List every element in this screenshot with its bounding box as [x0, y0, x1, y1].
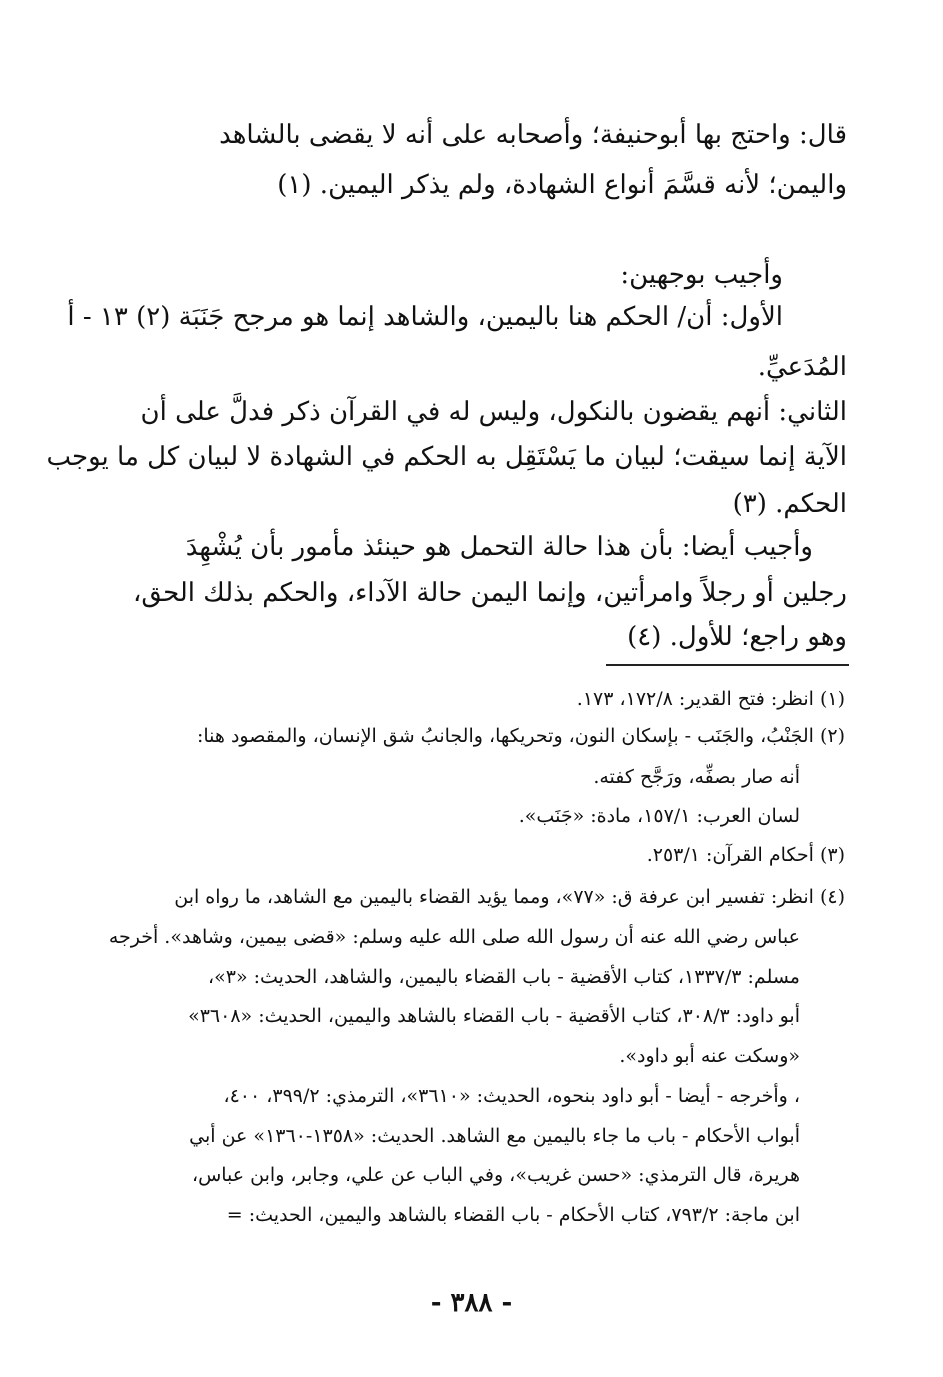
- footnote-4-line-4: أبو داود: ٣٠٨/٣، كتاب الأقضية - باب القضاء بالشاهد واليمين، الحديث: «٣٦٠٨»: [188, 1005, 800, 1027]
- body-line-5: المُدَعيِّ.: [757, 352, 847, 382]
- footnote-number: (٢): [819, 725, 845, 747]
- footnote-2-line-2: أنه صار بصفِّه، ورَجَّح كفته.: [593, 766, 800, 788]
- body-line-4: الأول: أن/ الحكم هنا باليمين، والشاهد إنما هو مرجح جَنَبَة (٢) ١٣ - أ: [67, 302, 783, 332]
- body-line-9: وأجيب أيضا: بأن هذا حالة التحمل هو حينئذ مأمور بأن يُشْهِدَ: [185, 532, 813, 562]
- body-line-2: واليمن؛ لأنه قسَّمَ أنواع الشهادة، ولم يذكر اليمين. (١): [277, 170, 847, 200]
- footnote-4-line-2: عباس رضي الله عنه أن رسول الله صلى الله عليه وسلم: «قضى بيمين، وشاهد». أخرجه: [108, 926, 800, 948]
- footnote-text: انظر: فتح القدير: ١٧٢/٨، ١٧٣.: [576, 688, 814, 710]
- footnote-4-line-7: أبواب الأحكام - باب ما جاء باليمين مع الشاهد. الحديث: «١٣٥٨-١٣٦٠» عن أبي: [189, 1125, 800, 1147]
- footnote-4-line-5: «وسكت عنه أبو داود».: [619, 1045, 800, 1067]
- footnote-text: أحكام القرآن: ٢٥٣/١.: [646, 844, 814, 866]
- footnote-number: (١): [819, 688, 845, 710]
- footnote-3: [647, 842, 845, 868]
- footnote-4-line-8: هريرة، قال الترمذي: «حسن غريب»، وفي الباب عن علي، وجابر، وابن عباس،: [191, 1164, 800, 1186]
- body-line-10: رجلين أو رجلاً وامرأتين، وإنما اليمن حالة الآداء، والحكم بذلك الحق،: [133, 578, 847, 608]
- body-line-3: وأجيب بوجهين:: [620, 260, 783, 290]
- footnote-2-line-3: لسان العرب: ١٥٧/١، مادة: «جَنَب».: [518, 805, 800, 827]
- body-line-6: الثاني: أنهم يقضون بالنكول، وليس له في القرآن ذكر فدلَّ على أن: [140, 397, 847, 427]
- footnote-text: الجَنْبُ، والجَنَب - بإسكان النون، وتحريكها، والجانبُ شق الإنسان، والمقصود هنا:: [196, 725, 814, 747]
- page-number: - ٣٨٨ -: [430, 1288, 513, 1318]
- footnote-4-line-6: ، وأخرجه - أيضا - أبو داود بنحوه، الحديث: «٣٦١٠»، الترمذي: ٣٩٩/٢، ٤٠٠،: [223, 1085, 800, 1107]
- body-line-8: الحكم. (٣): [732, 489, 847, 519]
- footnote-4-line-3: مسلم: ١٣٣٧/٣، كتاب الأقضية - باب القضاء باليمين، والشاهد، الحديث: «٣»،: [207, 966, 800, 988]
- footnote-text: انظر: تفسير ابن عرفة ق: «٧٧»، ومما يؤيد القضاء باليمين مع الشاهد، ما رواه ابن: [174, 886, 814, 908]
- footnote-number: (٤): [819, 886, 845, 908]
- footnote-4-line-9: ابن ماجة: ٧٩٣/٢، كتاب الأحكام - باب القضاء بالشاهد واليمين، الحديث: =: [226, 1204, 800, 1226]
- footnote-4: [174, 884, 845, 910]
- body-line-7: الآية إنما سيقت؛ لبيان ما يَسْتَقِل به الحكم في الشهادة لا لبيان كل ما يوجب: [46, 442, 847, 472]
- footnote-1: [577, 686, 845, 712]
- footnote-separator: [606, 664, 849, 666]
- footnote-2: [197, 723, 845, 749]
- footnote-number: (٣): [819, 844, 845, 866]
- body-line-1: قال: واحتج بها أبوحنيفة؛ وأصحابه على أنه لا يقضى بالشاهد: [219, 120, 847, 150]
- body-line-11: وهو راجع؛ للأول. (٤): [627, 622, 847, 652]
